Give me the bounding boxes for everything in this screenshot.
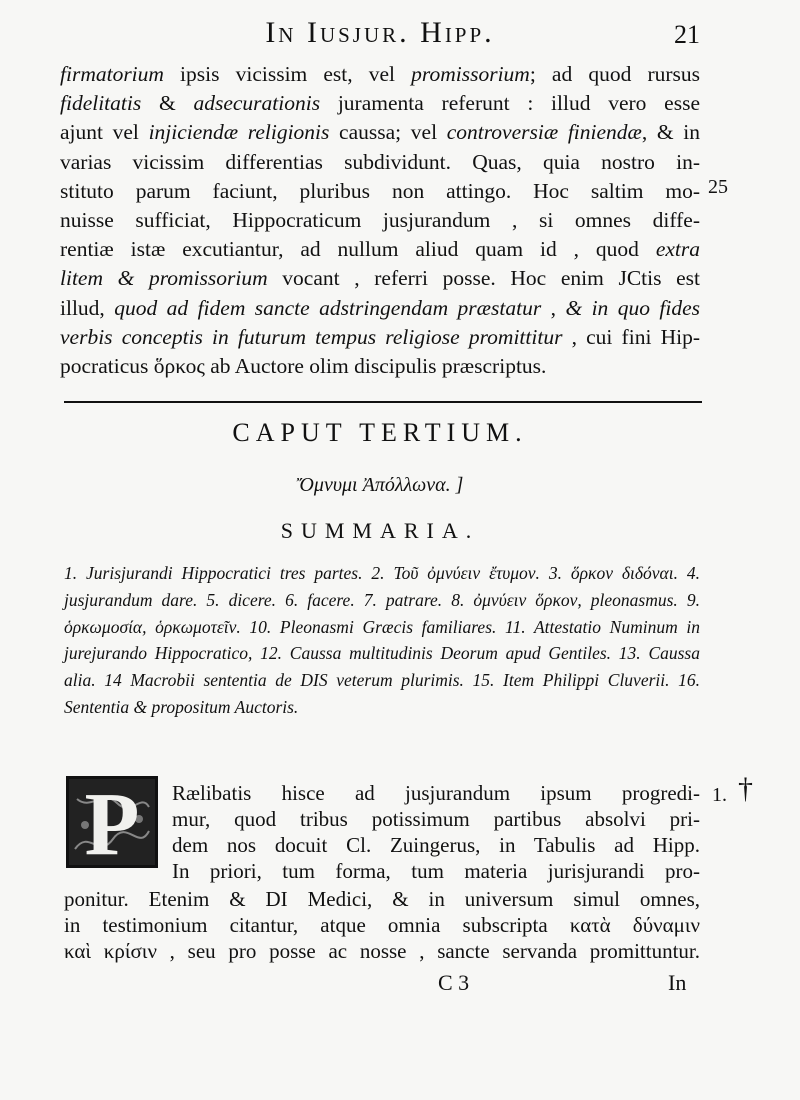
main-paragraph-line: mur, quod tribus potissimum partibus absolvi pri- — [172, 807, 700, 831]
text-segment: verbis conceptis in futurum tempus religiose promittitur — [60, 324, 563, 349]
catchword: In — [668, 970, 687, 995]
page-number: 21 — [674, 20, 700, 49]
main-paragraph-line: In priori, tum forma, tum materia jurisjurandi pro- — [172, 859, 700, 883]
text-segment: extra — [655, 237, 700, 262]
text-segment: vocant , referri posse. Hoc enim JCtis est — [267, 266, 700, 291]
text-line — [60, 323, 700, 352]
main-paragraph-line: Rælibatis hisce ad jusjurandum ipsum progredi- — [172, 781, 700, 805]
text-segment: varias vicissim differentias subdividunt. Quas, quia nostro in- — [60, 149, 700, 174]
running-title: In Iusjur. Hipp. — [265, 16, 495, 49]
text-segment: fidelitatis — [60, 91, 142, 116]
text-segment: injiciendæ religionis — [148, 120, 330, 145]
main-paragraph-line: ponitur. Etenim & DI Medici, & in universum simul omnes, — [64, 887, 700, 911]
text-segment: caussa; vel — [329, 120, 447, 145]
text-segment: , cui fini Hip- — [562, 324, 700, 349]
text-segment: , — [541, 295, 566, 320]
text-segment: pocraticus ὅρκος ab Auctore olim discipulis præscriptus. — [60, 354, 547, 379]
text-segment: juramenta referunt : illud vero esse — [320, 91, 700, 116]
chapter-lemma: Ὄμνυμι Ἀπόλλωνα. ] — [296, 474, 464, 496]
text-segment: stituto parum faciunt, pluribus non attingo. Hoc saltim mo- — [60, 178, 700, 203]
summaria-text: 1. Jurisjurandi Hippocratici tres partes. 2. Τοῦ ὀμνύειν ἔτυμον. 3. ὅρκον διδόναι. 4. jusjurandum dare. 5. dicere. 6. facere. 7. patrare. 8. ὀμνύειν ὅρκον, pleonasmus. 9. ὁρκωμοσία, ὁρκωμοτεῖν. 10. Pleonasmi Græcis familiares. 11. Attestatio Numinum in jurejurando Hippocratico, 12. Caussa multitudinis Deorum apud Gentiles. 13. Caussa alia. 14 Macrobii sententia de DIS veterum plurimis. 15. Item Philippi Cluverii. 16. Sententia & propositum Auctoris. — [64, 563, 700, 717]
text-line — [60, 294, 700, 323]
text-segment: rentiæ istæ excutiantur, ad nullum aliud quam id , quod — [60, 237, 656, 262]
text-segment: quod ad fidem sancte adstringendam præstatur — [114, 295, 542, 320]
text-segment: , & in — [641, 120, 700, 145]
text-line — [60, 264, 700, 293]
text-segment: ipsis vicissim est, vel — [163, 62, 412, 86]
top-paragraph — [60, 60, 700, 381]
main-paragraph-line: dem nos docuit Cl. Zuingerus, in Tabulis ad Hipp. — [172, 833, 700, 857]
text-line — [60, 206, 700, 235]
text-line — [60, 148, 700, 177]
text-line — [60, 118, 700, 147]
section-rule — [64, 401, 702, 403]
decorated-initial — [66, 776, 158, 868]
text-line — [60, 352, 700, 381]
text-segment: litem & promissorium — [60, 266, 268, 291]
text-line — [60, 235, 700, 264]
text-segment: nuisse sufficiat, Hippocraticum jusjurandum , si omnes diffe- — [60, 208, 700, 233]
text-segment: & in quo fides — [565, 295, 701, 320]
text-line — [60, 177, 700, 206]
text-line — [60, 89, 700, 118]
text-segment: promissorium — [411, 62, 530, 86]
signature-mark: C 3 — [438, 970, 470, 995]
initial-letter: P — [84, 776, 140, 868]
text-segment: controversiæ finiendæ — [446, 120, 642, 145]
margin-annotation-number: 1. — [712, 784, 727, 806]
chapter-title: CAPUT TERTIUM. — [232, 418, 528, 447]
margin-annotation-mark: † — [738, 772, 753, 805]
text-segment: ajunt vel — [60, 120, 149, 145]
main-paragraph-line: in testimonium citantur, atque omnia subscripta κατὰ δύναμιν — [64, 913, 700, 937]
summaria-heading: SUMMARIA. — [280, 518, 480, 543]
text-segment: ; ad quod rursus — [529, 62, 700, 86]
text-segment: illud, — [60, 295, 115, 320]
text-line — [60, 60, 700, 89]
text-segment: & — [141, 91, 194, 116]
text-segment: adsecurationis — [193, 91, 321, 116]
margin-line-number: 25 — [708, 176, 728, 198]
main-paragraph-line: καὶ κρίσιν , seu pro posse ac nosse , sancte servanda promittuntur. — [64, 939, 700, 963]
text-segment: firmatorium — [60, 62, 164, 86]
